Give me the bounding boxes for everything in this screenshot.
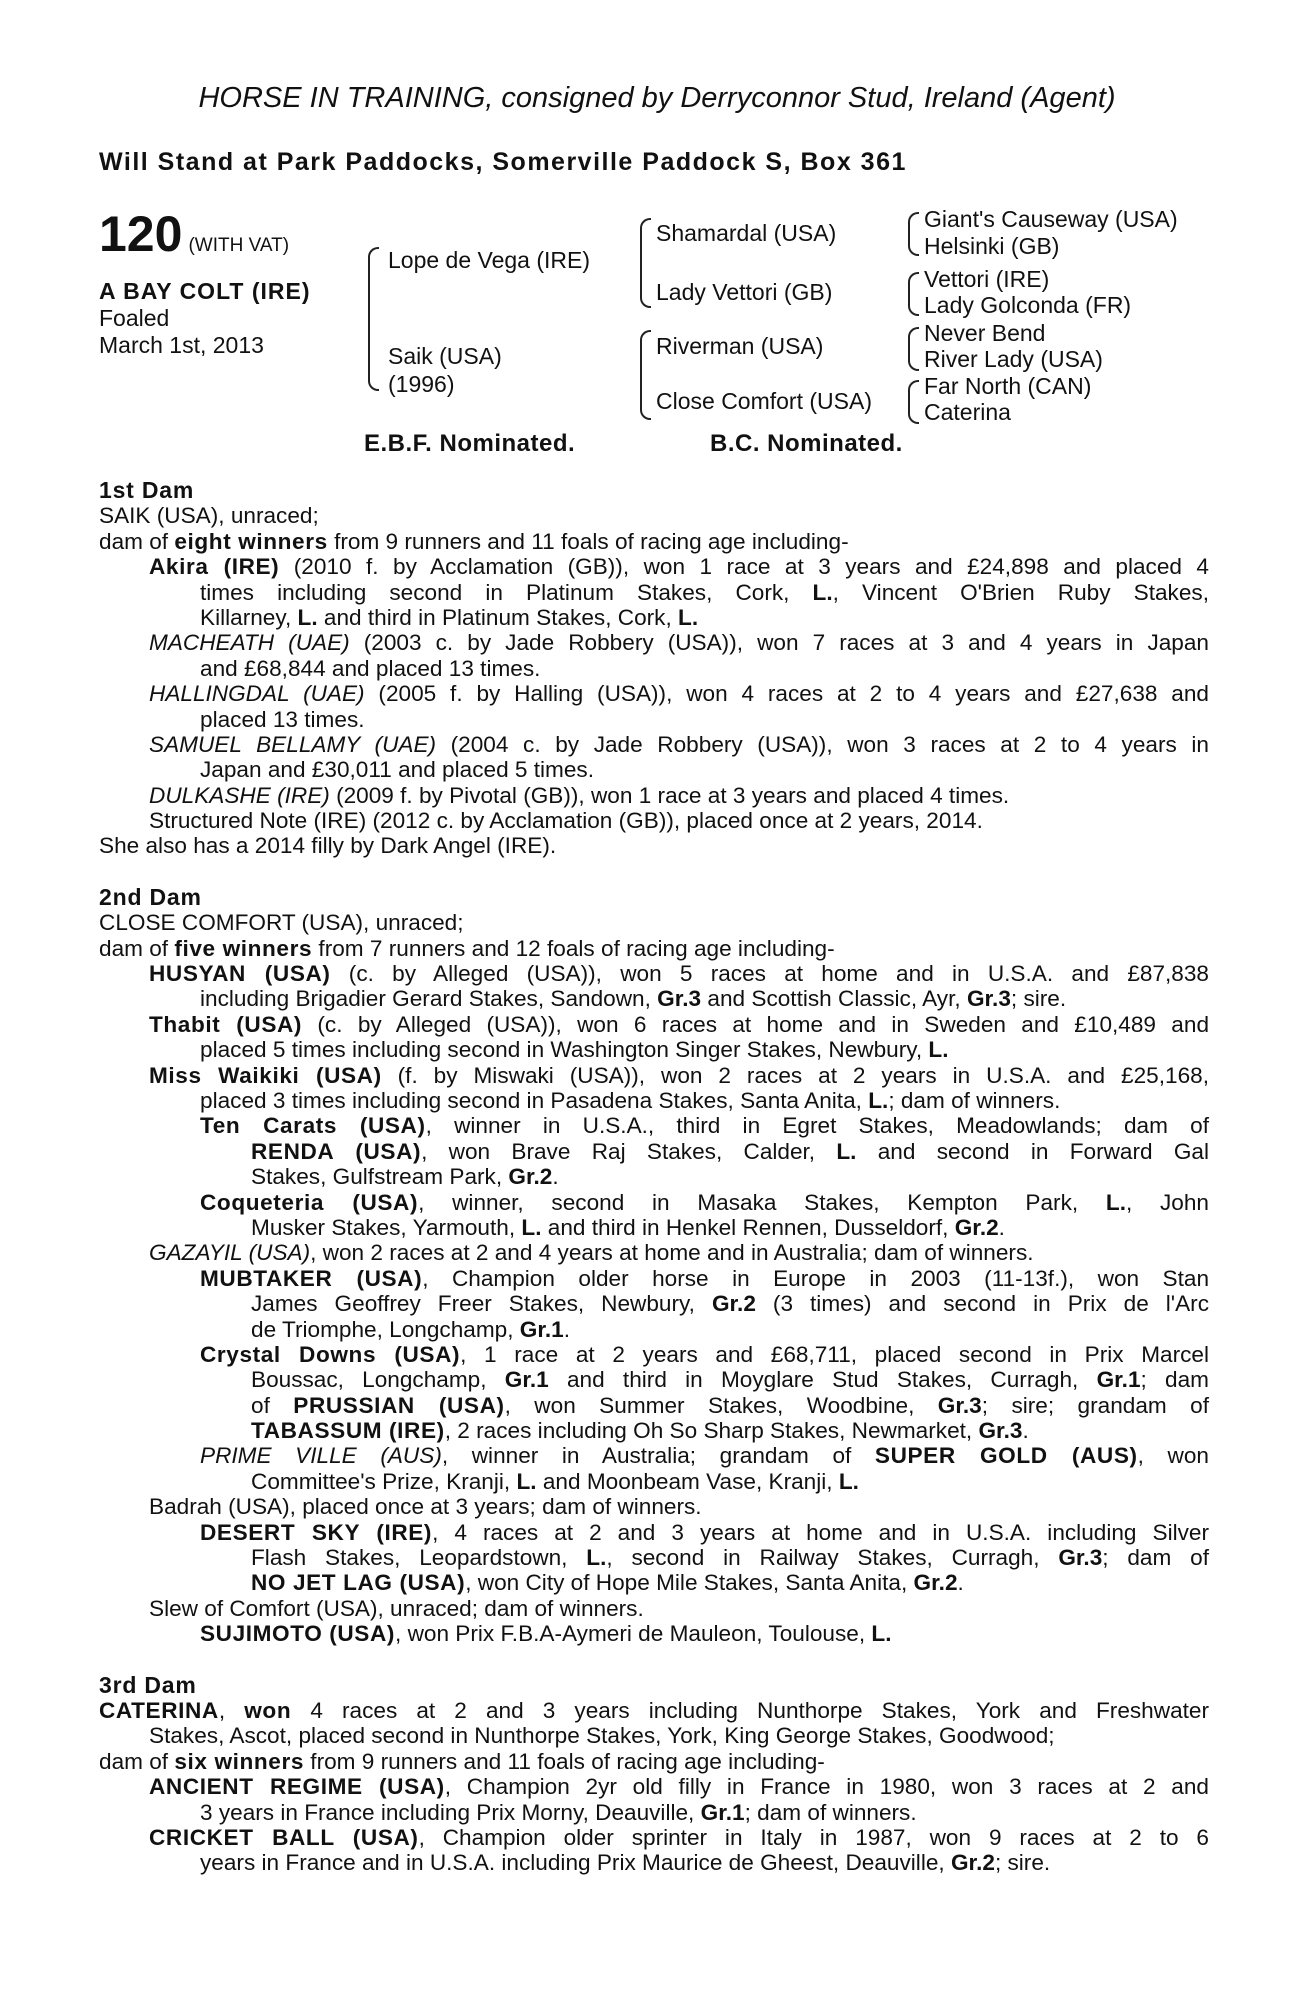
stand-location: Will Stand at Park Paddocks, Somerville Paddock S, Box 361 — [99, 148, 907, 176]
third-dam-name: CATERINA, won 4 races at 2 and 3 years including Nunthorpe Stakes, York and Freshwater — [99, 1697, 1209, 1723]
pedigree-brace — [908, 272, 919, 316]
list-item: GAZAYIL (USA), won 2 races at 2 and 4 years at home and in Australia; dam of winners. — [149, 1240, 1034, 1266]
pedigree-brace — [908, 212, 919, 256]
pedigree-sire: Lope de Vega (IRE) — [388, 247, 591, 273]
list-item: MACHEATH (UAE) (2003 c. by Jade Robbery (USA)), won 7 races at 3 and 4 years in Japan — [149, 630, 1210, 656]
horse-name: Coqueteria (USA) — [200, 1189, 419, 1215]
pedigree-brace — [640, 330, 651, 420]
second-dam-summary: dam of five winners from 7 runners and 12 foals of racing age including- — [99, 935, 835, 961]
list-item: Crystal Downs (USA), 1 race at 2 years and £68,711, placed second in Prix Marcel — [200, 1341, 1209, 1367]
horse-name: TABASSUM (IRE) — [251, 1418, 445, 1444]
horse-name: Crystal Downs (USA) — [200, 1341, 461, 1367]
pedigree-sire-dam: Lady Vettori (GB) — [656, 279, 833, 305]
pedigree-brace — [640, 218, 651, 308]
pedigree-dam-dam: Close Comfort (USA) — [656, 388, 872, 414]
horse-name: SAMUEL BELLAMY (UAE) — [149, 731, 437, 757]
horse-name: Akira (IRE) — [149, 554, 280, 580]
first-dam-heading: 1st Dam — [99, 477, 195, 503]
lot-number-block — [99, 205, 289, 263]
horse-name: PRIME VILLE (AUS) — [200, 1443, 442, 1469]
horse-name: PRUSSIAN (USA) — [293, 1392, 505, 1418]
pedigree-brace — [908, 380, 919, 424]
pedigree-dam-year: (1996) — [388, 371, 455, 397]
list-item: HUSYAN (USA) (c. by Alleged (USA)), won 5 races at home and in U.S.A. and £87,838 — [149, 961, 1209, 987]
horse-name: SUJIMOTO (USA) — [200, 1621, 396, 1647]
horse-name: GAZAYIL (USA) — [149, 1240, 311, 1266]
pedigree-g7: Far North (CAN) — [924, 373, 1092, 399]
list-item: Structured Note (IRE) (2012 c. by Acclamation (GB)), placed once at 2 years, 2014. — [149, 808, 983, 834]
horse-name: Thabit (USA) — [149, 1011, 303, 1037]
list-item: HALLINGDAL (UAE) (2005 f. by Halling (USA)), won 4 races at 2 to 4 years and £27,638 and — [149, 681, 1209, 707]
list-item: Coqueteria (USA), winner, second in Masaka Stakes, Kempton Park, L., John — [200, 1189, 1209, 1215]
list-item: DESERT SKY (IRE), 4 races at 2 and 3 years at home and in U.S.A. including Silver — [200, 1519, 1209, 1545]
list-item: CRICKET BALL (USA), Champion older sprinter in Italy in 1987, won 9 races at 2 to 6 — [149, 1824, 1209, 1850]
third-dam-heading: 3rd Dam — [99, 1671, 197, 1698]
horse-name: HALLINGDAL (UAE) — [149, 681, 365, 707]
pedigree-g3: Vettori (IRE) — [924, 266, 1050, 292]
list-item: 3 years in France including Prix Morny, Deauville, Gr.1; dam of winners. — [200, 1799, 917, 1825]
horse-name: DULKASHE (IRE) — [149, 782, 330, 808]
horse-name: Miss Waikiki (USA) — [149, 1062, 382, 1088]
horse-name: MACHEATH (UAE) — [149, 630, 350, 656]
list-item: Killarney, L. and third in Platinum Stakes, Cork, L. — [200, 604, 699, 630]
list-item: ANCIENT REGIME (USA), Champion 2yr old filly in France in 1980, won 3 races at 2 and — [149, 1774, 1209, 1800]
pedigree-dam: Saik (USA) — [388, 343, 502, 369]
list-item: Musker Stakes, Yarmouth, L. and third in Henkel Rennen, Dusseldorf, Gr.2. — [251, 1214, 1005, 1240]
bc-nominated: B.C. Nominated. — [710, 430, 903, 457]
list-item: Stakes, Ascot, placed second in Nunthorpe Stakes, York, King George Stakes, Goodwood; — [149, 1723, 1055, 1749]
list-item: TABASSUM (IRE), 2 races including Oh So Sharp Stakes, Newmarket, Gr.3. — [251, 1418, 1029, 1444]
pedigree-brace — [908, 327, 919, 371]
list-item: Akira (IRE) (2010 f. by Acclamation (GB)), won 1 race at 3 years and £24,898 and placed 4 — [149, 554, 1210, 580]
list-item: including Brigadier Gerard Stakes, Sandown, Gr.3 and Scottish Classic, Ayr, Gr.3; sire. — [200, 986, 1067, 1012]
foaled-label: Foaled — [99, 305, 170, 331]
pedigree-dam-sire: Riverman (USA) — [656, 333, 824, 359]
list-item: RENDA (USA), won Brave Raj Stakes, Calder, L. and second in Forward Gal — [251, 1138, 1210, 1164]
list-item: placed 3 times including second in Pasadena Stakes, Santa Anita, L.; dam of winners. — [200, 1087, 1061, 1113]
horse-name: CRICKET BALL (USA) — [149, 1824, 419, 1850]
pedigree-brace — [368, 247, 379, 391]
produce-record — [99, 478, 1209, 1876]
lot-number: 120 — [99, 206, 183, 262]
foaled-date: March 1st, 2013 — [99, 332, 264, 358]
list-item: James Geoffrey Freer Stakes, Newbury, Gr.2 (3 times) and second in Prix de l'Arc — [251, 1291, 1210, 1317]
vat-note: (WITH VAT) — [188, 235, 290, 256]
horse-description: A BAY COLT (IRE) — [99, 278, 311, 304]
first-dam-summary: dam of eight winners from 9 runners and 11 foals of racing age including- — [99, 528, 849, 554]
list-item: Badrah (USA), placed once at 3 years; dam of winners. — [149, 1494, 702, 1520]
catalogue-header: HORSE IN TRAINING, consigned by Derryconnor Stud, Ireland (Agent) — [198, 82, 1116, 114]
list-item: Flash Stakes, Leopardstown, L., second in Railway Stakes, Curragh, Gr.3; dam of — [251, 1545, 1209, 1571]
list-item: placed 5 times including second in Washington Singer Stakes, Newbury, L. — [200, 1037, 949, 1063]
pedigree-g2: Helsinki (GB) — [924, 233, 1060, 259]
horse-name: RENDA (USA) — [251, 1138, 422, 1164]
horse-name: DESERT SKY (IRE) — [200, 1519, 433, 1545]
list-item: NO JET LAG (USA), won City of Hope Mile Stakes, Santa Anita, Gr.2. — [251, 1570, 964, 1596]
pedigree-g8: Caterina — [924, 399, 1011, 425]
list-item: DULKASHE (IRE) (2009 f. by Pivotal (GB)), won 1 race at 3 years and placed 4 times. — [149, 782, 1010, 808]
list-item: Thabit (USA) (c. by Alleged (USA)), won 6 races at home and in Sweden and £10,489 and — [149, 1011, 1210, 1037]
list-item: SAMUEL BELLAMY (UAE) (2004 c. by Jade Robbery (USA)), won 3 races at 2 to 4 years in — [149, 731, 1209, 757]
pedigree-g6: River Lady (USA) — [924, 346, 1103, 372]
list-item: and £68,844 and placed 13 times. — [200, 655, 541, 681]
list-item: Slew of Comfort (USA), unraced; dam of winners. — [149, 1595, 644, 1621]
list-item: MUBTAKER (USA), Champion older horse in Europe in 2003 (11-13f.), won Stan — [200, 1265, 1210, 1291]
list-item: de Triomphe, Longchamp, Gr.1. — [251, 1316, 571, 1342]
ebf-nominated: E.B.F. Nominated. — [364, 430, 576, 457]
pedigree-sire-sire: Shamardal (USA) — [656, 220, 837, 246]
list-item: years in France and in U.S.A. including Prix Maurice de Gheest, Deauville, Gr.2; sire. — [200, 1850, 1051, 1876]
list-item: SUJIMOTO (USA), won Prix F.B.A-Aymeri de Mauleon, Toulouse, L. — [200, 1621, 892, 1647]
list-item: of PRUSSIAN (USA), won Summer Stakes, Woodbine, Gr.3; sire; grandam of — [251, 1392, 1209, 1418]
horse-name: NO JET LAG (USA) — [251, 1570, 466, 1596]
pedigree-g5: Never Bend — [924, 320, 1046, 346]
horse-name: MUBTAKER (USA) — [200, 1265, 423, 1291]
horse-name: ANCIENT REGIME (USA) — [149, 1774, 445, 1800]
list-item: Boussac, Longchamp, Gr.1 and third in Moyglare Stud Stakes, Curragh, Gr.1; dam — [251, 1367, 1210, 1393]
second-dam-name: CLOSE COMFORT (USA), unraced; — [99, 910, 464, 936]
second-dam-heading: 2nd Dam — [99, 883, 202, 910]
list-item: times including second in Platinum Stakes, Cork, L., Vincent O'Brien Ruby Stakes, — [200, 579, 1209, 605]
list-item: Miss Waikiki (USA) (f. by Miswaki (USA)), won 2 races at 2 years in U.S.A. and £25,168, — [149, 1062, 1209, 1088]
list-item: Japan and £30,011 and placed 5 times. — [200, 757, 595, 783]
third-dam-summary: dam of six winners from 9 runners and 11 foals of racing age including- — [99, 1748, 825, 1774]
list-item: Committee's Prize, Kranji, L. and Moonbeam Vase, Kranji, L. — [251, 1468, 859, 1494]
pedigree-g1: Giant's Causeway (USA) — [924, 206, 1178, 232]
horse-name: SUPER GOLD (AUS) — [874, 1443, 1138, 1469]
lot-description — [99, 278, 311, 359]
first-dam-name: SAIK (USA), unraced; — [99, 503, 319, 529]
list-item: Stakes, Gulfstream Park, Gr.2. — [251, 1164, 559, 1190]
pedigree-g4: Lady Golconda (FR) — [924, 292, 1132, 318]
horse-name: HUSYAN (USA) — [149, 961, 331, 987]
list-item: Ten Carats (USA), winner in U.S.A., third in Egret Stakes, Meadowlands; dam of — [200, 1113, 1209, 1139]
first-dam-note: She also has a 2014 filly by Dark Angel (IRE). — [99, 833, 557, 859]
horse-name: Ten Carats (USA) — [200, 1113, 426, 1139]
list-item: PRIME VILLE (AUS), winner in Australia; grandam of SUPER GOLD (AUS), won — [200, 1443, 1209, 1469]
list-item: placed 13 times. — [200, 706, 365, 732]
